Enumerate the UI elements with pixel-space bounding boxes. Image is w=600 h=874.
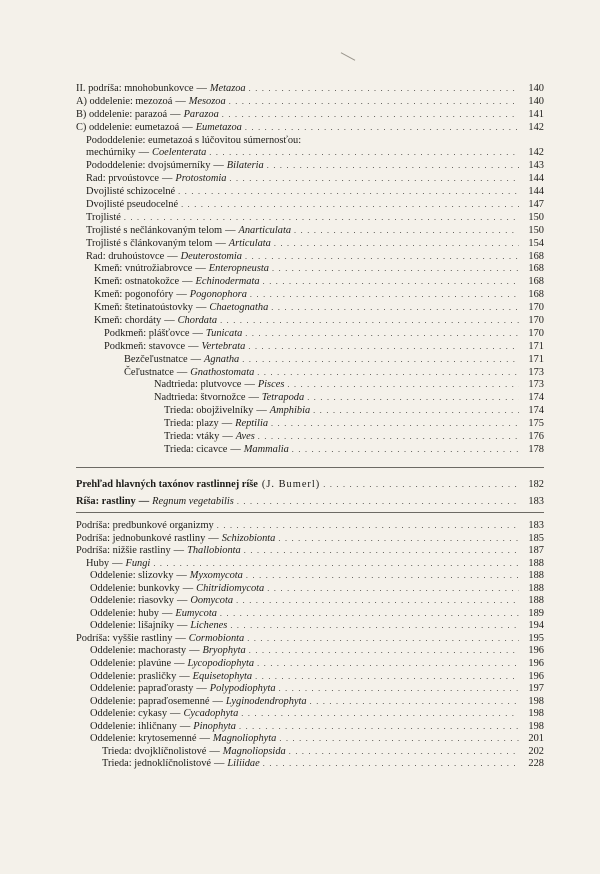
toc-entry-latin: Fungi [125,557,151,569]
toc-entry-page: 198 [528,708,544,720]
toc-entry [76,354,544,367]
toc-entry-page: 147 [528,199,544,211]
toc-entry-latin: Agnatha [204,353,240,365]
toc-entry-label: Trojlisté [86,211,121,223]
toc-entry-latin: Pisces [257,379,285,391]
toc-entry-latin: Bilateria [226,160,264,172]
toc-entry-page: 174 [528,405,544,417]
toc-entry-page: 202 [528,745,544,757]
toc-entry-latin: Anarticulata [238,224,292,236]
toc-entry-leader [257,658,519,671]
toc-entry-label: Kmeň: pogonofóry [94,289,174,301]
toc-entry [76,758,544,771]
toc-entry-label: Trieda: plazy [164,418,219,430]
toc-entry-leader [217,520,519,533]
toc-entry-page: 195 [528,632,544,644]
toc-entry [76,379,544,392]
toc-plants-header [76,476,544,510]
toc-entry-latin: Pinophyta [193,720,236,732]
toc-entry-latin: Polypodiophyta [209,683,276,695]
toc-entry-dash: — [256,405,267,417]
toc-entry-leader [247,633,519,646]
toc-entry [76,122,544,135]
toc-entry-page: 188 [528,582,544,594]
toc-entry-leader [250,289,519,302]
toc-entry-leader [237,493,519,510]
toc-entry-label: Pododdelenie: eumetazoá s lúčovitou súmernosťou: [86,134,302,146]
toc-entry-leader [245,251,519,264]
divider-top [76,467,544,468]
toc-entry-dash: — [161,607,173,619]
toc-entry-leader [255,671,519,684]
toc-entry-leader [271,302,519,315]
toc-entry-leader [267,583,519,596]
toc-entry-page: 173 [528,379,544,391]
toc-entry-dash: — [162,173,173,185]
toc-entry [76,696,544,709]
toc-entry [76,493,544,510]
toc-entry-latin: Coelenterata [152,147,207,159]
divider-bottom [76,512,544,513]
toc-entry-latin: Cycadophyta [183,708,239,720]
toc-entry-leader [229,173,519,186]
toc-entry-leader [323,476,519,493]
toc-entry-page: 142 [528,147,544,159]
toc-entry-page: 170 [528,327,544,339]
toc-entry-dash: — [174,658,185,670]
toc-entry-label: Trieda: vtáky [164,431,220,443]
toc-entry-dash: — [170,708,181,720]
toc-entry-label: Trieda: obojživelníky [164,405,254,417]
toc-entry [76,733,544,746]
toc-entry-dash: — [244,379,255,391]
toc-entry-latin: Pogonophora [189,289,247,301]
toc-entry-label: Podríša: predbunkové organizmy [76,520,214,531]
toc-entry-label: Podríša: nižšie rastliny [76,545,171,557]
toc-entry-latin: Tunicata [205,327,243,339]
toc-entry [76,109,544,122]
toc-entry-latin: Reptilia [235,418,269,430]
toc-entry [76,520,544,533]
toc-entry-dash: — [138,496,150,507]
toc-entry-label: Podkmeň: plášťovce [104,327,190,339]
toc-entry-dash: — [176,366,188,378]
toc-entry-dash: — [189,645,200,657]
toc-entry [76,225,544,238]
toc-entry-dash: — [199,733,210,745]
toc-entry-latin: Echinodermata [195,276,260,288]
toc-entry-leader [242,354,519,367]
toc-entry [76,212,544,225]
toc-entry-latin: Eumetazoa [195,121,242,133]
toc-entry-page: 196 [528,670,544,682]
toc-entry-page: 141 [528,108,544,120]
toc-entry-dash: — [182,582,194,594]
toc-entry-label: Oddelenie: huby [90,607,159,619]
toc-entry-latin: Lyginodendrophyta [225,695,307,707]
toc-entry-label: B) oddelenie: parazoá [76,108,168,120]
toc-entry-page: 182 [528,479,544,490]
toc-entry-leader [181,199,519,212]
toc-entry [76,533,544,546]
toc-entry-leader [124,212,519,225]
toc-entry-label: Kmeň: ostnatokožce [94,276,180,288]
toc-entry-dash: — [209,745,220,757]
toc-entry-page: 187 [528,545,544,557]
toc-entry [76,418,544,431]
toc-entry-label: Oddelenie: plavúne [90,658,172,670]
toc-entry-page: 170 [528,302,544,314]
toc-entry-dash: — [196,683,207,695]
toc-entry-page: 168 [528,276,544,288]
toc-entry [76,186,544,199]
toc-entry-leader [178,186,519,199]
toc-entry-page: 170 [528,315,544,327]
toc-entry-latin: Chitridiomycota [196,582,265,594]
toc-entry-label: Podkmeň: stavovce [104,340,186,352]
toc-entry-dash: — [196,83,207,94]
toc-entry [76,263,544,276]
toc-entry-label: Podríša: vyššie rastliny [76,632,173,644]
toc-entry-label: Kmeň: chordáty [94,315,162,327]
toc-entry-label: A) oddelenie: mezozoá [76,95,173,107]
toc-entry-latin: Liliidae [227,758,260,770]
toc-entry [76,595,544,608]
toc-entry-latin: Bryophyta [202,645,246,657]
toc-entry-dash: — [176,289,187,301]
toc-entry-label: Kmeň: štetinatoústovky [94,302,193,314]
toc-entry-latin: Vertebrata [201,340,246,352]
toc-entry-leader [292,444,519,457]
toc-entry [76,608,544,621]
toc-entry-leader [241,708,519,721]
toc-entry-dash: — [170,108,181,120]
toc-entry [76,302,544,315]
toc-entry-latin: Cormobionta [188,632,245,644]
toc-entry-latin: Schizobionta [221,532,276,544]
toc-entry [76,405,544,418]
toc-entry-leader [209,147,519,160]
toc-entry-dash: — [188,340,199,352]
toc-entry [76,328,544,341]
toc-entry-dash: — [182,121,193,133]
toc-entry-label: Oddelenie: prasličky [90,670,177,682]
toc-entry-page: 143 [528,160,544,172]
toc-animals [76,83,544,457]
toc-entry-label: Oddelenie: machorasty [90,645,187,657]
toc-entry-label: Oddelenie: papraďorasty [90,683,194,695]
toc-entry [76,645,544,658]
toc-entry-page: 174 [528,392,544,404]
toc-entry-page: 188 [528,570,544,582]
toc-entry-latin: Chordata [177,315,218,327]
toc-entry [76,276,544,289]
toc-entry [76,251,544,264]
toc-entry-latin: Aves [235,431,255,443]
toc-entry-label: Prehľad hlavných taxónov rastlinnej ríše [76,479,258,490]
toc-entry-page: 201 [528,733,544,745]
toc-entry [76,721,544,734]
toc-entry-page: 140 [528,83,544,94]
toc-entry-dash: — [176,620,188,632]
toc-entry-leader [239,721,519,734]
toc-entry-leader [267,160,519,173]
toc-entry-label: Trojlisté s nečlánkovaným telom [86,224,223,236]
toc-entry [76,173,544,186]
toc-entry [76,289,544,302]
toc-entry-page: 168 [528,263,544,275]
toc-entry-latin: Parazoa [183,108,219,120]
toc-entry-label: C) oddelenie: eumetazoá [76,121,180,133]
toc-entry-leader [230,620,519,633]
toc-entry-page: 175 [528,418,544,430]
toc-entry [76,135,544,148]
toc-entry-latin: Regnum vegetabilis [152,496,234,507]
toc-entry-page: 196 [528,658,544,670]
toc-entry-dash: — [221,418,233,430]
toc-entry [76,367,544,380]
toc-entry-latin: Equisetophyta [192,670,253,682]
toc-entry-latin: Metazoa [209,83,246,94]
toc-entry-latin: Lycopodiophyta [187,658,255,670]
toc-entry-latin: Chaetognatha [209,302,269,314]
toc-entry-label: Oddelenie: lišajníky [90,620,174,632]
toc-entry-latin: Magnoliophyta [212,733,277,745]
toc-entry-leader [287,379,519,392]
toc-entry [76,658,544,671]
toc-entry-page: 198 [528,695,544,707]
toc-entry-leader [310,696,519,709]
toc-entry-label: Trieda: jednoklíčnolistové [102,758,211,770]
toc-entry [76,96,544,109]
toc-entry [76,746,544,759]
toc-entry-latin: Mammalia [243,443,289,455]
toc-entry-dash: — [196,302,207,314]
toc-entry [76,147,544,160]
toc-entry-latin: Tetrapoda [261,392,305,404]
toc-entry-leader [279,683,519,696]
toc-entry-page: 150 [528,224,544,236]
toc-entry-label: Trieda: cicavce [164,443,228,455]
toc-entry-latin: Thallobionta [187,545,241,557]
toc-entry [76,392,544,405]
toc-entry-leader [263,758,519,771]
toc-entry-leader [313,405,519,418]
toc-entry-page: 197 [528,683,544,695]
toc-entry [76,431,544,444]
toc-entry-leader [279,733,519,746]
toc-entry [76,199,544,212]
toc-entry [76,558,544,571]
toc-entry [76,160,544,173]
toc-entry-label: Huby [86,557,110,569]
toc-entry-label: Pododdelenie: dvojsúmerníky [86,160,211,172]
toc-entry-page: 144 [528,173,544,185]
toc-entry-dash: — [167,250,178,262]
toc-entry-dash: — [179,670,190,682]
toc-entry-page: 140 [528,95,544,107]
toc-entry-dash: — [208,532,219,544]
toc-entry-leader [236,595,519,608]
toc-entry-leader [153,558,519,571]
toc-entry-dash: — [112,557,123,569]
toc-entry-label: Oddelenie: bunkovky [90,582,180,594]
toc-entry-label: Kmeň: vnútrožiabrovce [94,263,193,275]
toc-entry [76,341,544,354]
toc-entry-leader [274,238,519,251]
toc-entry-latin: Eumycota [175,607,217,619]
toc-entry-latin: Articulata [228,237,271,249]
toc-entry-label: Oddelenie: slizovky [90,570,174,582]
toc-entry-page: 168 [528,289,544,301]
toc-entry-leader [244,545,519,558]
toc-entry-leader [245,328,519,341]
toc-entry [76,570,544,583]
toc-entry-label: Rad: prvoústovce [86,173,160,185]
toc-entry-leader [263,276,519,289]
toc-entry [76,476,544,493]
toc-entry-latin: Deuterostomia [180,250,242,262]
toc-entry-dash: — [176,595,188,607]
toc-entry-dash: — [179,720,191,732]
toc-entry-page: 144 [528,186,544,198]
toc-entry-dash: — [195,263,206,275]
toc-entry-latin: Oomycota [190,595,234,607]
toc-entry-label: Oddelenie: krytosemenné [90,733,197,745]
toc-entry-dash: — [175,95,186,107]
toc-entry-latin: Gnathostomata [190,366,255,378]
toc-entry-latin: Enteropneusta [208,263,269,275]
toc-entry-label: Podríša: jednobunkové rastliny [76,532,206,544]
toc-entry [76,683,544,696]
toc-entry [76,444,544,457]
toc-entry-author: (J. Bumerl) [261,479,321,490]
toc-entry-page: 178 [528,443,544,455]
toc-entry-page: 198 [528,720,544,732]
toc-entry-dash: — [164,315,175,327]
toc-entry-page: 183 [528,496,544,507]
toc-entry-dash: — [230,443,241,455]
toc-entry [76,671,544,684]
toc-entry-leader [220,608,519,621]
toc-entry-label: Nadtrieda: plutvovce [154,379,242,391]
scan-mark [341,52,356,60]
toc-entry-page: 171 [528,340,544,352]
toc-entry-page: 173 [528,366,544,378]
toc-entry-page: 228 [528,758,544,770]
toc-entry-page: 196 [528,645,544,657]
toc-entry-latin: Protostomia [175,173,227,185]
toc-entry [76,620,544,633]
toc-entry-dash: — [212,695,223,707]
toc-entry-page: 194 [528,620,544,632]
toc-entry-latin: Lichenes [190,620,228,632]
toc-entry-leader [289,746,519,759]
toc-entry-latin: Magnoliopsida [222,745,286,757]
toc-entry-dash: — [222,431,233,443]
toc-entry-leader [248,341,519,354]
toc-entry-label: Oddelenie: cykasy [90,708,168,720]
toc-entry-dash: — [215,237,226,249]
toc-entry-label: Bezčeľustnatce [124,353,188,365]
toc-entry-page: 176 [528,431,544,443]
toc-entry-leader [258,431,519,444]
toc-entry-leader [278,533,519,546]
toc-entry-page: 150 [528,211,544,223]
toc-entry-dash: — [225,224,236,236]
toc-entry-label: Trojlisté s článkovaným telom [86,237,213,249]
toc-entry-label: II. podríša: mnohobunkovce [76,83,194,94]
toc-entry-label: mechúrniky [86,147,136,159]
toc-entry [76,708,544,721]
toc-entry-dash: — [176,570,187,582]
toc-entry-leader [249,645,519,658]
toc-entry [76,83,544,96]
toc-entry-page: 188 [528,557,544,569]
toc-entry-label: Oddelenie: papraďosemenné [90,695,210,707]
toc-entry-latin: Amphibia [269,405,311,417]
toc-entry-page: 188 [528,595,544,607]
toc-entry-label: Nadtrieda: štvornožce [154,392,246,404]
toc-entry-leader [246,570,519,583]
toc-entry-label: Oddelenie: ihličnany [90,720,177,732]
toc-entry-label: Čeľustnatce [124,366,174,378]
toc-plants [76,520,544,771]
toc-entry-dash: — [248,392,259,404]
toc-entry-latin: Mesozoa [188,95,226,107]
toc-entry-page: 189 [528,607,544,619]
toc-entry-leader [271,418,519,431]
toc-entry-dash: — [138,147,150,159]
toc-entry-label: Rad: druhoústovce [86,250,165,262]
toc-entry-page: 185 [528,532,544,544]
toc-entry-dash: — [213,160,224,172]
toc-entry-dash: — [182,276,193,288]
toc-entry-leader [229,96,519,109]
toc-entry [76,238,544,251]
toc-entry-dash: — [214,758,225,770]
toc-entry [76,633,544,646]
toc-entry [76,545,544,558]
toc-entry-page: 183 [528,520,544,531]
toc-entry-label: Ríša: rastliny [76,496,136,507]
toc-entry-dash: — [175,632,186,644]
toc-entry-leader [257,367,519,380]
toc-entry-label: Trieda: dvojklíčnolistové [102,745,207,757]
toc-entry-leader [272,263,519,276]
toc-entry-dash: — [173,545,185,557]
toc-entry-leader [294,225,519,238]
toc-entry-leader [249,83,519,96]
toc-entry-page: 168 [528,250,544,262]
toc-entry-page: 142 [528,121,544,133]
toc-entry-label: Dvojlisté schizocelné [86,186,176,198]
toc-entry-latin: Myxomycota [189,570,243,582]
toc-entry-page: 154 [528,237,544,249]
toc-entry-label: Oddelenie: riasovky [90,595,174,607]
toc-entry [76,583,544,596]
toc-entry [76,315,544,328]
toc-entry-leader [220,315,519,328]
toc-entry-dash: — [192,327,203,339]
toc-entry-dash: — [190,353,202,365]
toc-entry-leader [245,122,519,135]
toc-entry-leader [222,109,519,122]
toc-entry-page: 171 [528,353,544,365]
toc-entry-leader [307,392,519,405]
toc-entry-label: Dvojlisté pseudocelné [86,199,179,211]
